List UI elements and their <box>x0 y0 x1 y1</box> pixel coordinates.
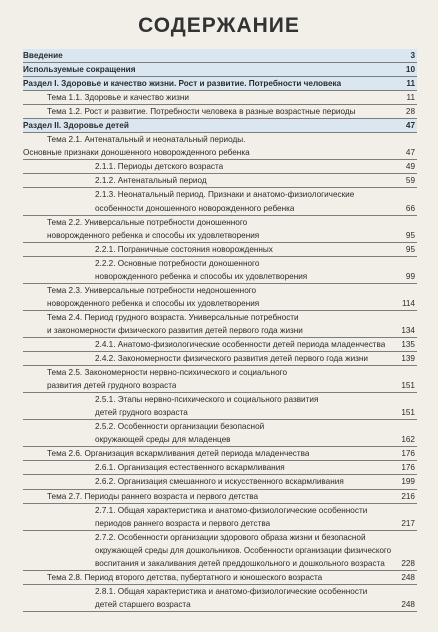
toc-entry-title: и закономерности физического развития детей первого года жизни <box>47 325 303 335</box>
toc-entry-title: Тема 2.4. Период грудного возраста. Универсальные потребности <box>47 312 299 322</box>
toc-entry-title: 2.2.1. Пограничные состояния новорожденных <box>95 244 273 254</box>
toc-entry[interactable] <box>23 531 417 544</box>
toc-entry[interactable] <box>23 517 417 531</box>
toc-entry[interactable] <box>23 133 417 146</box>
toc-entry-page: 59 <box>405 176 415 186</box>
toc-entry[interactable] <box>23 270 417 284</box>
toc-entry-page: 217 <box>401 518 415 528</box>
toc-entry-title: Тема 2.2. Универсальные потребности доношенного <box>47 217 248 227</box>
toc-entry-title: Тема 2.5. Закономерности нервно-психического и социального <box>47 368 287 378</box>
toc-entry-title: Тема 1.1. Здоровье и качество жизни <box>47 93 189 103</box>
toc-entry-title: периодов раннего возраста и первого детства <box>95 518 271 528</box>
toc-entry[interactable] <box>23 63 417 77</box>
toc-entry-title: Тема 2.1. Антенатальный и неонатальный периоды. <box>47 135 246 145</box>
toc-entry[interactable] <box>23 49 417 63</box>
toc-entry-title: воспитания и закаливания детей преддошкольного и дошкольного возраста <box>95 558 385 568</box>
toc-entry-page: 95 <box>405 230 415 240</box>
toc-entry-page: 228 <box>401 558 415 568</box>
toc-entry-page: 114 <box>401 298 415 308</box>
toc-entry-page: 47 <box>405 121 415 131</box>
toc-entry[interactable] <box>23 420 417 433</box>
toc-entry-title: 2.5.2. Особенности организации безопасной <box>95 422 265 432</box>
toc-entry[interactable] <box>23 160 417 174</box>
toc-entry-title: детей старшего возраста <box>95 599 191 609</box>
toc-entry[interactable] <box>23 202 417 216</box>
toc-entry-page: 49 <box>405 162 415 172</box>
toc-entry-title: Используемые сокращения <box>23 65 136 75</box>
toc-entry[interactable] <box>23 393 417 406</box>
toc-entry[interactable] <box>23 585 417 598</box>
toc-entry-page: 28 <box>405 107 415 117</box>
table-of-contents <box>23 49 417 612</box>
toc-entry-page: 135 <box>401 339 415 349</box>
toc-entry-page: 139 <box>401 354 415 364</box>
toc-entry-title: 2.1.3. Неонатальный период. Признаки и анатомо-физиологические <box>95 190 355 200</box>
toc-entry[interactable] <box>23 352 417 366</box>
toc-entry-title: 2.1.1. Периоды детского возраста <box>95 162 224 172</box>
toc-entry[interactable] <box>23 284 417 297</box>
toc-entry-page: 99 <box>405 271 415 281</box>
toc-entry-title: 2.1.2. Антенатальный период <box>95 176 207 186</box>
toc-entry[interactable] <box>23 311 417 324</box>
toc-entry[interactable] <box>23 174 417 188</box>
toc-entry[interactable] <box>23 557 417 571</box>
toc-entry-page: 176 <box>401 463 415 473</box>
toc-entry[interactable] <box>23 216 417 229</box>
toc-entry[interactable] <box>23 243 417 257</box>
page-title: СОДЕРЖАНИЕ <box>138 14 300 37</box>
toc-entry-page: 11 <box>406 79 415 89</box>
toc-entry-title: 2.4.1. Анатомо-физиологические особенности детей периода младенчества <box>95 339 386 349</box>
toc-entry-page: 47 <box>405 148 415 158</box>
toc-entry-title: Тема 2.7. Периоды раннего возраста и первого детства <box>47 491 259 501</box>
toc-entry[interactable] <box>23 257 417 270</box>
toc-entry[interactable] <box>23 324 417 338</box>
toc-entry-title: 2.6.2. Организация смешанного и искусственного вскармливания <box>95 477 344 487</box>
toc-entry-page: 248 <box>401 599 415 609</box>
toc-entry-title: 2.8.1. Общая характеристика и анатомо-физиологические особенности <box>95 586 368 596</box>
toc-entry[interactable] <box>23 433 417 447</box>
toc-entry-title: 2.6.1. Организация естественного вскармливания <box>95 463 285 473</box>
toc-entry-page: 10 <box>405 65 415 75</box>
toc-entry[interactable] <box>23 297 417 311</box>
toc-entry-title: Раздел II. Здоровье детей <box>23 121 129 131</box>
toc-entry[interactable] <box>23 105 417 119</box>
toc-entry-title: новорожденного ребенка и способы их удовлетворения <box>47 230 260 240</box>
toc-entry-page: 162 <box>401 435 415 445</box>
toc-entry[interactable] <box>23 598 417 612</box>
toc-entry-page: 176 <box>401 449 415 459</box>
toc-entry[interactable] <box>23 475 417 489</box>
toc-entry-title: Введение <box>23 51 63 60</box>
toc-entry[interactable] <box>23 146 417 160</box>
toc-entry-title: 2.4.2. Закономерности физического развития детей первого года жизни <box>95 354 368 364</box>
toc-entry-title: Тема 2.3. Универсальные потребности недоношенного <box>47 285 257 295</box>
toc-entry-page: 151 <box>401 408 415 418</box>
toc-entry-title: 2.5.1. Этапы нервно-психического и социального развития <box>95 395 319 405</box>
toc-entry-title: Раздел I. Здоровье и качество жизни. Рост и развитие. Потребности человека <box>23 79 342 89</box>
toc-entry-title: новорожденного ребенка и способы их удовлетворения <box>47 298 260 308</box>
toc-entry[interactable] <box>23 229 417 243</box>
toc-entry[interactable] <box>23 119 417 133</box>
toc-entry-page: 248 <box>401 572 415 582</box>
toc-entry-title: Тема 2.6. Организация вскармливания детей периода младенчества <box>47 449 310 459</box>
toc-entry-page: 11 <box>406 93 415 103</box>
toc-entry-page: 151 <box>401 381 415 391</box>
toc-entry-page: 3 <box>410 51 415 60</box>
toc-entry[interactable] <box>23 504 417 517</box>
toc-entry[interactable] <box>23 366 417 379</box>
toc-entry[interactable] <box>23 379 417 393</box>
toc-entry[interactable] <box>23 571 417 585</box>
toc-entry-page: 199 <box>401 477 415 487</box>
toc-entry-title: Тема 2.8. Период второго детства, пубертатного и юношеского возраста <box>47 572 323 582</box>
toc-entry-page: 66 <box>405 203 415 213</box>
toc-entry-title: новорожденного ребенка и способы их удовлетворения <box>95 271 308 281</box>
toc-entry-title: развития детей грудного возраста <box>47 381 177 391</box>
toc-entry-page: 216 <box>401 491 415 501</box>
toc-entry-page: 134 <box>401 325 415 335</box>
toc-entry[interactable] <box>23 406 417 420</box>
toc-entry[interactable] <box>23 91 417 105</box>
toc-entry[interactable] <box>23 338 417 352</box>
toc-entry-title: Тема 1.2. Рост и развитие. Потребности человека в разные возрастные периоды <box>47 107 356 117</box>
toc-entry-title: окружающей среды для младенцев <box>95 435 231 445</box>
toc-entry[interactable] <box>23 77 417 91</box>
toc-entry-title: 2.7.2. Особенности организации здорового образа жизни и безопасной <box>95 532 366 542</box>
toc-entry[interactable] <box>23 544 417 557</box>
toc-entry-title: 2.7.1. Общая характеристика и анатомо-физиологические особенности <box>95 505 368 515</box>
toc-entry[interactable] <box>23 188 417 201</box>
toc-entry-title: детей грудного возраста <box>95 408 188 418</box>
toc-entry-title: особенности доношенного новорожденного ребенка <box>95 203 295 213</box>
toc-entry-page: 95 <box>405 244 415 254</box>
toc-entry[interactable] <box>23 447 417 461</box>
toc-entry[interactable] <box>23 461 417 475</box>
toc-entry-title: окружающей среды для дошкольников. Особенности организации физического <box>95 545 392 555</box>
toc-entry-title: 2.2.2. Основные потребности доношенного <box>95 258 260 268</box>
toc-entry-title: Основные признаки доношенного новорожденного ребенка <box>23 148 250 158</box>
toc-entry[interactable] <box>23 490 417 504</box>
